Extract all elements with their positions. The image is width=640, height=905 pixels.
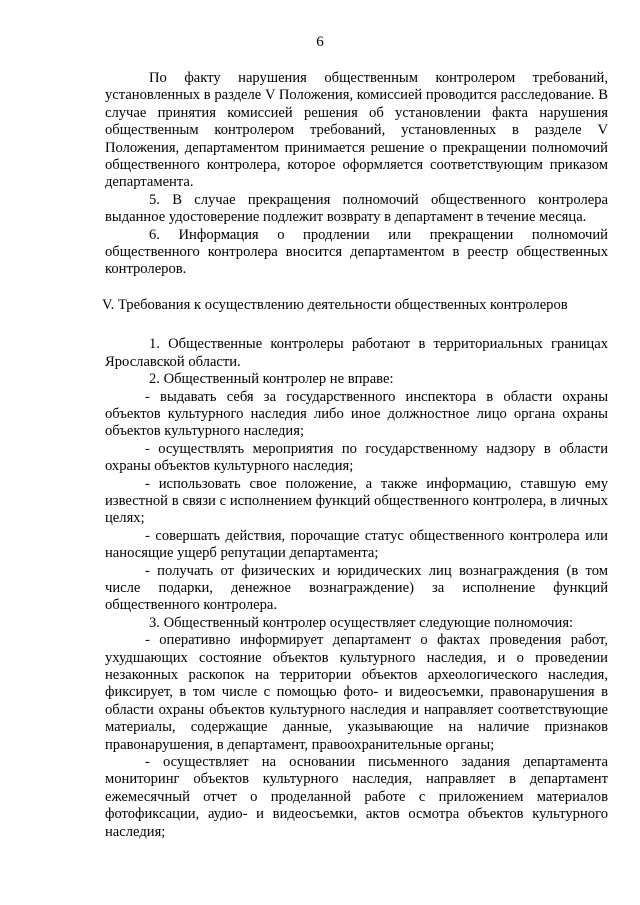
list-item: - получать от физических и юридических лиц вознаграждения (в том числе подарки, денежное вознаграждение) за исполнение функций общественного контролера. xyxy=(105,562,608,614)
document-body xyxy=(102,70,608,841)
list-item: - совершать действия, порочащие статус общественного контролера или наносящие ущерб репутации департамента; xyxy=(105,527,608,562)
paragraph-violation: По факту нарушения общественным контролером требований, установленных в разделе V Положения, комиссией проводится расследование. В случае принятия комиссией решения об установлении факта нарушения общественным контролером требований, установленных в разделе V Положения, департаментом принимается решение о прекращении полномочий общественного контролера, которое оформляется соответствующим приказом департамента. xyxy=(105,70,608,191)
list-item: - осуществлять мероприятия по государственному надзору в области охраны объектов культурного наследия; xyxy=(105,440,608,475)
list-item: - использовать свое положение, а также информацию, ставшую ему известной в связи с исполнением функций общественного контролера, в личных целях; xyxy=(105,475,608,527)
paragraph-1: 1. Общественные контролеры работают в территориальных границах Ярославской области. xyxy=(105,336,608,370)
paragraph-3: 3. Общественный контролер осуществляет следующие полномочия: xyxy=(149,614,574,631)
section-heading: V. Требования к осуществлению деятельности общественных контролеров xyxy=(102,296,568,313)
paragraph-item-6: 6. Информация о продлении или прекращении полномочий общественного контролера вносится департаментом в реестр общественных контролеров. xyxy=(105,226,608,278)
list-item: - выдавать себя за государственного инспектора в области охраны объектов культурного наследия либо иное должностное лицо органа охраны объектов культурного наследия; xyxy=(105,388,608,440)
paragraph-item-5: 5. В случае прекращения полномочий общественного контролера выданное удостоверение подлежит возврату в департамент в течение месяца. xyxy=(105,191,608,226)
list-item: - осуществляет на основании письменного задания департамента мониторинг объектов культурного наследия, направляет в департамент ежемесячный отчет о проделанной работе с приложением материалов фотофиксации, аудио- и видеосъемки, актов осмотра объектов культурного наследия; xyxy=(105,754,608,840)
list-item: - оперативно информирует департамент о фактах проведения работ, ухудшающих состояние объектов культурного наследия, и о проведении незаконных раскопок на территории объектов археологического наследия, фиксирует, в том числе с помощью фото- и видеосъемки, правонарушения в области охраны объектов культурного наследия и направляет соответствующие материалы, содержащие данные, указывающие на наличие признаков правонарушения, в департамент, правоохранительные органы; xyxy=(105,632,608,753)
paragraph-2: 2. Общественный контролер не вправе: xyxy=(149,371,394,388)
page-number: 6 xyxy=(316,34,324,50)
